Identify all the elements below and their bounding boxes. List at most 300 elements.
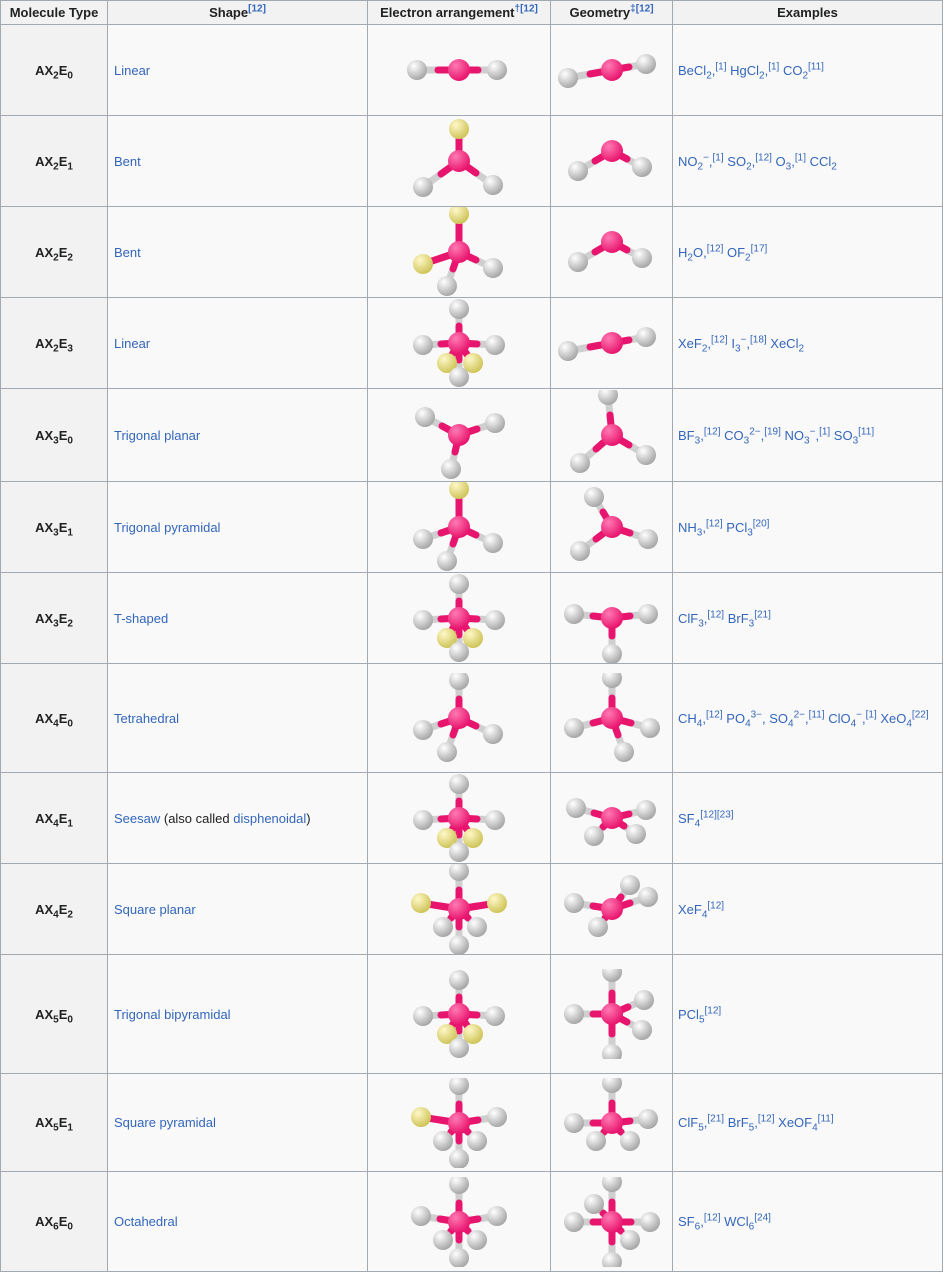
seesaw-geometry-model[interactable]: [557, 773, 667, 863]
shape-link[interactable]: Trigonal pyramidal: [114, 519, 221, 535]
trigonal-planar-electron-model[interactable]: [404, 390, 514, 480]
trigonal-planar-geometry-model[interactable]: [557, 390, 667, 480]
ligand-atom: [415, 407, 435, 427]
header-molecule-type: [1, 1, 108, 25]
example-text[interactable]: WCl: [720, 1214, 749, 1229]
citation-ref[interactable]: [12]: [755, 152, 772, 164]
molecule-type-cell: [1, 389, 108, 482]
example-text[interactable]: SO: [723, 153, 747, 169]
central-atom: [601, 607, 623, 629]
header-examples-label: Examples: [777, 5, 838, 20]
central-atom: [448, 1003, 470, 1025]
examples-cell: [673, 298, 943, 389]
citation-ref[interactable]: [12]: [711, 334, 728, 346]
citation-ref[interactable]: [21]: [754, 609, 771, 621]
shape-link[interactable]: Linear: [114, 62, 151, 78]
example-text[interactable]: HgCl: [726, 62, 760, 78]
lone-pair-sphere: [449, 482, 469, 499]
example-text[interactable]: PCl: [722, 519, 748, 535]
shape-link[interactable]: Trigonal planar: [114, 427, 201, 443]
lone-pair-count: 1: [67, 818, 73, 830]
citation-ref[interactable]: [11]: [858, 426, 875, 438]
ligand-atom: [485, 1006, 505, 1026]
ligand-atom: [602, 1078, 622, 1093]
tetrahedral-electron-model[interactable]: [404, 482, 514, 572]
example-text[interactable]: ClF: [678, 1115, 699, 1130]
header-electron-ref[interactable]: [12]: [520, 3, 538, 15]
shape-cell: [108, 573, 368, 664]
ligand-atom: [449, 367, 469, 387]
tetrahedral-geometry-model[interactable]: [557, 673, 667, 763]
shape-link[interactable]: Square pyramidal: [114, 1115, 216, 1130]
shape-cell: [108, 482, 368, 573]
tetrahedral-electron-model[interactable]: [404, 207, 514, 297]
electron-arrangement-cell: [368, 1074, 551, 1172]
citation-ref[interactable]: [12]: [707, 609, 725, 621]
ligand-atom: [558, 68, 578, 88]
citation-ref[interactable]: [1]: [865, 709, 877, 721]
citation-ref[interactable]: [11]: [808, 61, 824, 73]
trigonal-electron-model[interactable]: [404, 116, 514, 206]
citation-ref[interactable]: [12]: [707, 900, 725, 912]
header-geometry-label: Geometry: [569, 5, 631, 20]
example-text[interactable]: ClF: [678, 610, 699, 626]
ligand-atom: [620, 875, 640, 895]
header-shape[interactable]: [108, 1, 368, 25]
example-text[interactable]: ,: [815, 427, 820, 443]
example-text[interactable]: BF: [678, 427, 695, 443]
header-electron-arrangement[interactable]: [368, 1, 551, 25]
lone-pair-count: 1: [67, 161, 73, 173]
example-text[interactable]: CO: [779, 62, 803, 78]
example-subscript[interactable]: 2: [701, 343, 708, 355]
shape-link[interactable]: Square planar: [114, 901, 196, 917]
ligand-atom: [483, 175, 503, 195]
example-text[interactable]: ,: [861, 710, 866, 726]
example-text[interactable]: O,: [692, 244, 707, 260]
shape-link[interactable]: Bent: [114, 244, 141, 260]
citation-ref[interactable]: [12]: [703, 426, 721, 438]
molecule-type-e: E: [58, 335, 68, 351]
example-text[interactable]: SO: [830, 427, 853, 443]
citation-ref[interactable]: [17]: [750, 243, 768, 255]
shape-cell: [108, 298, 368, 389]
example-text[interactable]: PCl: [678, 1006, 699, 1022]
example-subscript[interactable]: 4: [696, 718, 703, 730]
lone-pair-sphere: [487, 893, 507, 913]
examples-cell: [673, 207, 943, 298]
ligand-atom: [620, 1230, 640, 1250]
example-subscript[interactable]: 6: [748, 1221, 755, 1233]
citation-ref[interactable]: [12]: [703, 1212, 721, 1224]
ligand-atom: [441, 459, 461, 479]
geometry-cell: [551, 864, 673, 955]
ligand-atom: [449, 774, 469, 794]
shape-link[interactable]: Tetrahedral: [114, 710, 180, 726]
example-text[interactable]: ,: [711, 62, 716, 78]
molecule-type-e: E: [58, 710, 68, 726]
lone-pair-sphere: [411, 893, 431, 913]
central-atom: [601, 59, 623, 81]
ligand-atom: [449, 299, 469, 319]
example-text[interactable]: ,: [791, 153, 795, 169]
ligand-atom: [570, 453, 590, 473]
shape-cell: [108, 664, 368, 773]
shape-note-end: ): [306, 810, 311, 826]
example-subscript[interactable]: 2: [759, 70, 765, 82]
example-charge[interactable]: 2−: [749, 426, 761, 438]
geometry-cell: [551, 573, 673, 664]
example-charge[interactable]: −: [809, 426, 816, 438]
example-text[interactable]: ,: [764, 62, 769, 78]
electron-arrangement-cell: [368, 955, 551, 1074]
electron-arrangement-cell: [368, 573, 551, 664]
linear-geometry-model[interactable]: [557, 298, 667, 388]
citation-ref[interactable]: [11]: [817, 1113, 834, 1125]
central-atom: [448, 707, 470, 729]
example-text[interactable]: XeF: [678, 335, 702, 351]
shape-link[interactable]: Octahedral: [114, 1214, 178, 1229]
table-row: [1, 207, 943, 298]
header-geometry[interactable]: [551, 1, 673, 25]
ligand-count: 5: [53, 1014, 59, 1026]
example-text[interactable]: XeOF: [774, 1115, 813, 1130]
example-subscript[interactable]: 2: [802, 70, 809, 82]
citation-ref[interactable]: [12]: [700, 809, 717, 821]
ligand-atom: [449, 970, 469, 990]
example-text[interactable]: XeO: [876, 710, 907, 726]
citation-ref[interactable]: [12]: [705, 709, 723, 721]
electron-arrangement-cell: [368, 298, 551, 389]
ligand-atom: [568, 161, 588, 181]
example-charge[interactable]: 2−: [793, 709, 806, 721]
shape-alt-link[interactable]: disphenoidal: [233, 810, 307, 826]
example-text[interactable]: ,: [760, 427, 765, 443]
lone-pair-sphere: [449, 119, 469, 139]
molecule-type-cell: [1, 1074, 108, 1172]
ligand-atom: [413, 529, 433, 549]
citation-ref[interactable]: [23]: [716, 809, 734, 821]
citation-ref[interactable]: [21]: [707, 1113, 725, 1125]
example-subscript[interactable]: 2: [697, 161, 704, 173]
central-atom: [601, 1003, 623, 1025]
citation-ref[interactable]: [12]: [705, 518, 723, 530]
example-subscript[interactable]: 4: [701, 909, 708, 921]
example-text[interactable]: BrF: [724, 1115, 749, 1130]
shape-link[interactable]: Linear: [114, 335, 151, 351]
citation-ref[interactable]: [1]: [794, 152, 806, 164]
geometry-cell: [551, 1074, 673, 1172]
electron-arrangement-cell: [368, 864, 551, 955]
example-subscript[interactable]: 4: [906, 718, 912, 730]
lone-pair-sphere: [449, 207, 469, 224]
example-subscript[interactable]: 4: [788, 718, 794, 730]
lone-pair-count: 0: [67, 435, 73, 447]
shape-link[interactable]: Trigonal bipyramidal: [114, 1006, 231, 1022]
example-text[interactable]: SF: [678, 810, 695, 826]
shape-link[interactable]: Bent: [114, 153, 141, 169]
square-planar-geometry-model[interactable]: [557, 864, 667, 954]
example-text[interactable]: ,: [700, 1214, 704, 1229]
example-text[interactable]: BeCl: [678, 62, 707, 78]
example-subscript[interactable]: 3: [747, 527, 753, 539]
table-row: [1, 298, 943, 389]
ligand-atom: [598, 390, 618, 405]
t-shaped-geometry-model[interactable]: [557, 573, 667, 663]
citation-ref[interactable]: [12]: [757, 1113, 775, 1125]
citation-ref[interactable]: [1]: [712, 152, 724, 164]
table-row: [1, 955, 943, 1074]
citation-ref[interactable]: [1]: [819, 426, 831, 438]
geometry-cell: [551, 207, 673, 298]
shape-cell: [108, 1074, 368, 1172]
citation-ref[interactable]: [18]: [749, 334, 767, 346]
central-atom: [448, 898, 470, 920]
example-subscript[interactable]: 2: [745, 252, 751, 264]
example-subscript[interactable]: 4: [812, 1122, 818, 1134]
octahedral-electron-model[interactable]: [404, 864, 514, 954]
table-row: [1, 664, 943, 773]
examples-cell: [673, 25, 943, 116]
square-pyramidal-geometry-model[interactable]: [557, 1078, 667, 1168]
ligand-atom: [467, 1131, 487, 1151]
example-text[interactable]: CO: [720, 427, 744, 443]
bent-geometry-model[interactable]: [557, 207, 667, 297]
central-atom: [601, 424, 623, 446]
example-text[interactable]: PO: [722, 710, 746, 726]
molecule-type-e: E: [58, 1115, 68, 1130]
example-text[interactable]: ClO: [824, 710, 851, 726]
molecule-type-ax: AX: [35, 153, 54, 169]
octahedral-geometry-model[interactable]: [557, 1177, 667, 1267]
central-atom: [601, 140, 623, 162]
example-charge[interactable]: −: [740, 334, 747, 346]
ligand-atom: [483, 533, 503, 553]
ligand-atom: [437, 276, 457, 296]
examples-cell: [673, 864, 943, 955]
example-text[interactable]: ,: [746, 335, 750, 351]
examples-cell: [673, 482, 943, 573]
trigonal-bipyramidal-electron-model[interactable]: [404, 298, 514, 388]
example-subscript[interactable]: 3: [785, 161, 792, 173]
example-subscript[interactable]: 3: [734, 343, 741, 355]
ligand-count: 4: [53, 909, 59, 921]
lone-pair-count: 0: [67, 1014, 73, 1026]
example-text[interactable]: SF: [678, 1214, 695, 1229]
example-text[interactable]: ,: [702, 519, 706, 535]
example-subscript[interactable]: 3: [852, 435, 859, 447]
example-text[interactable]: ,: [703, 1115, 708, 1130]
shape-cell: [108, 773, 368, 864]
trigonal-bipyramidal-geometry-model[interactable]: [557, 969, 667, 1059]
ligand-atom: [626, 824, 646, 844]
example-subscript[interactable]: 5: [698, 1014, 705, 1026]
ligand-atom: [636, 800, 656, 820]
header-geometry-ref[interactable]: [12]: [635, 3, 654, 15]
example-text[interactable]: ,: [702, 710, 706, 726]
example-subscript[interactable]: 3: [748, 618, 755, 630]
example-subscript[interactable]: 3: [698, 618, 704, 630]
shape-cell: [108, 116, 368, 207]
ligand-count: 2: [53, 70, 59, 82]
example-subscript[interactable]: 4: [694, 818, 701, 830]
ligand-atom: [449, 842, 469, 862]
citation-ref[interactable]: [20]: [752, 518, 770, 530]
lone-pair-count: 1: [67, 527, 73, 539]
shape-link[interactable]: Seesaw: [114, 810, 161, 826]
ligand-atom: [487, 60, 507, 80]
lone-pair-count: 2: [67, 618, 73, 630]
lone-pair-count: 0: [67, 718, 73, 730]
geometry-cell: [551, 482, 673, 573]
linear-geometry-model[interactable]: [557, 25, 667, 115]
ligand-atom: [564, 1212, 584, 1232]
citation-ref[interactable]: [19]: [764, 426, 781, 438]
example-text[interactable]: CCl: [805, 153, 832, 169]
central-atom: [448, 607, 470, 629]
example-charge[interactable]: −: [856, 709, 862, 721]
example-text[interactable]: ,: [754, 1115, 758, 1130]
trigonal-bipyramidal-electron-model[interactable]: [404, 773, 514, 863]
linear-electron-model[interactable]: [404, 25, 514, 115]
octahedral-electron-model[interactable]: [404, 1177, 514, 1267]
example-text[interactable]: BrF: [724, 610, 749, 626]
ligand-atom: [564, 604, 584, 624]
example-text[interactable]: ,: [805, 710, 809, 726]
example-subscript[interactable]: 5: [748, 1122, 755, 1134]
molecule-type-cell: [1, 298, 108, 389]
examples-cell: [673, 773, 943, 864]
central-atom: [448, 1211, 470, 1233]
molecule-type-e: E: [58, 427, 68, 443]
ligand-atom: [566, 798, 586, 818]
central-atom: [448, 1112, 470, 1134]
table-row: [1, 482, 943, 573]
example-subscript[interactable]: 3: [694, 435, 701, 447]
ligand-atom: [467, 917, 487, 937]
header-electron-mark[interactable]: †: [514, 3, 521, 15]
example-text[interactable]: CH: [678, 710, 697, 726]
trigonal-bipyramidal-electron-model[interactable]: [404, 969, 514, 1059]
example-text[interactable]: ,: [707, 335, 712, 351]
example-subscript[interactable]: 2: [687, 252, 693, 264]
molecule-type-cell: [1, 773, 108, 864]
central-atom: [448, 59, 470, 81]
example-text[interactable]: NH: [678, 519, 697, 535]
example-subscript[interactable]: 6: [694, 1221, 701, 1233]
example-text[interactable]: I: [727, 335, 735, 351]
lone-pair-count: 2: [67, 252, 73, 264]
shape-cell: [108, 955, 368, 1074]
example-subscript[interactable]: 3: [743, 435, 750, 447]
example-charge[interactable]: −: [703, 152, 709, 164]
ligand-atom: [449, 574, 469, 594]
lone-pair-sphere: [413, 254, 433, 274]
ligand-atom: [487, 1107, 507, 1127]
example-subscript[interactable]: 4: [850, 718, 857, 730]
header-geometry-mark[interactable]: ‡: [630, 3, 636, 15]
citation-ref[interactable]: [11]: [808, 709, 825, 721]
ligand-atom: [564, 1004, 584, 1024]
ligand-atom: [413, 1006, 433, 1026]
example-subscript[interactable]: 2: [706, 70, 712, 82]
header-shape-ref[interactable]: [12]: [248, 3, 266, 15]
molecule-type-e: E: [58, 62, 68, 78]
lone-pair-count: 1: [67, 1122, 73, 1134]
lone-pair-count: 0: [67, 1221, 73, 1233]
example-text[interactable]: NO: [678, 153, 698, 169]
citation-ref[interactable]: [12]: [704, 1005, 722, 1017]
trigonal-bipyramidal-electron-model[interactable]: [404, 573, 514, 663]
ligand-atom: [449, 1038, 469, 1058]
example-text[interactable]: XeCl: [766, 335, 799, 351]
example-text[interactable]: ,: [751, 153, 756, 169]
ligand-atom: [638, 887, 658, 907]
citation-ref[interactable]: [1]: [715, 61, 727, 73]
molecule-type-cell: [1, 482, 108, 573]
example-text[interactable]: O: [771, 153, 786, 169]
ligand-atom: [449, 864, 469, 881]
example-text[interactable]: OF: [723, 244, 746, 260]
example-text[interactable]: ,: [703, 610, 708, 626]
examples-cell: [673, 116, 943, 207]
examples-cell: [673, 1074, 943, 1172]
citation-ref[interactable]: [22]: [911, 709, 929, 721]
octahedral-electron-model[interactable]: [404, 1078, 514, 1168]
ligand-atom: [449, 935, 469, 954]
example-subscript[interactable]: 2: [746, 161, 752, 173]
example-subscript[interactable]: 3: [804, 435, 810, 447]
example-subscript[interactable]: 5: [698, 1122, 704, 1134]
example-subscript[interactable]: 4: [745, 718, 751, 730]
ligand-atom: [564, 718, 584, 738]
ligand-atom: [449, 1177, 469, 1194]
citation-ref[interactable]: [12]: [706, 243, 724, 255]
ligand-atom: [411, 1206, 431, 1226]
citation-ref[interactable]: [1]: [768, 61, 780, 73]
example-subscript[interactable]: 2: [798, 343, 805, 355]
central-atom: [601, 898, 623, 920]
example-subscript[interactable]: 2: [831, 161, 837, 173]
ligand-atom: [413, 810, 433, 830]
ligand-atom: [449, 673, 469, 690]
molecule-type-cell: [1, 664, 108, 773]
example-text[interactable]: XeF: [678, 901, 702, 917]
molecule-type-cell: [1, 864, 108, 955]
molecule-type-ax: AX: [35, 335, 54, 351]
table-row: [1, 773, 943, 864]
bent-geometry-model[interactable]: [557, 116, 667, 206]
molecule-type-ax: AX: [35, 244, 54, 260]
trigonal-pyramidal-geometry-model[interactable]: [557, 482, 667, 572]
ligand-atom: [449, 1078, 469, 1095]
ligand-atom: [632, 157, 652, 177]
example-text[interactable]: ,: [708, 153, 713, 169]
ligand-atom: [584, 487, 604, 507]
tetrahedral-electron-model[interactable]: [404, 673, 514, 763]
example-charge[interactable]: 3−: [750, 709, 763, 721]
example-text[interactable]: NO: [780, 427, 805, 443]
example-text[interactable]: , SO: [762, 710, 789, 726]
example-text[interactable]: ,: [700, 427, 704, 443]
example-subscript[interactable]: 3: [696, 527, 703, 539]
shape-link[interactable]: T-shaped: [114, 610, 169, 626]
geometry-cell: [551, 664, 673, 773]
example-text[interactable]: H: [678, 244, 688, 260]
ligand-atom: [564, 1113, 584, 1133]
citation-ref[interactable]: [24]: [754, 1212, 771, 1224]
table-row: [1, 25, 943, 116]
